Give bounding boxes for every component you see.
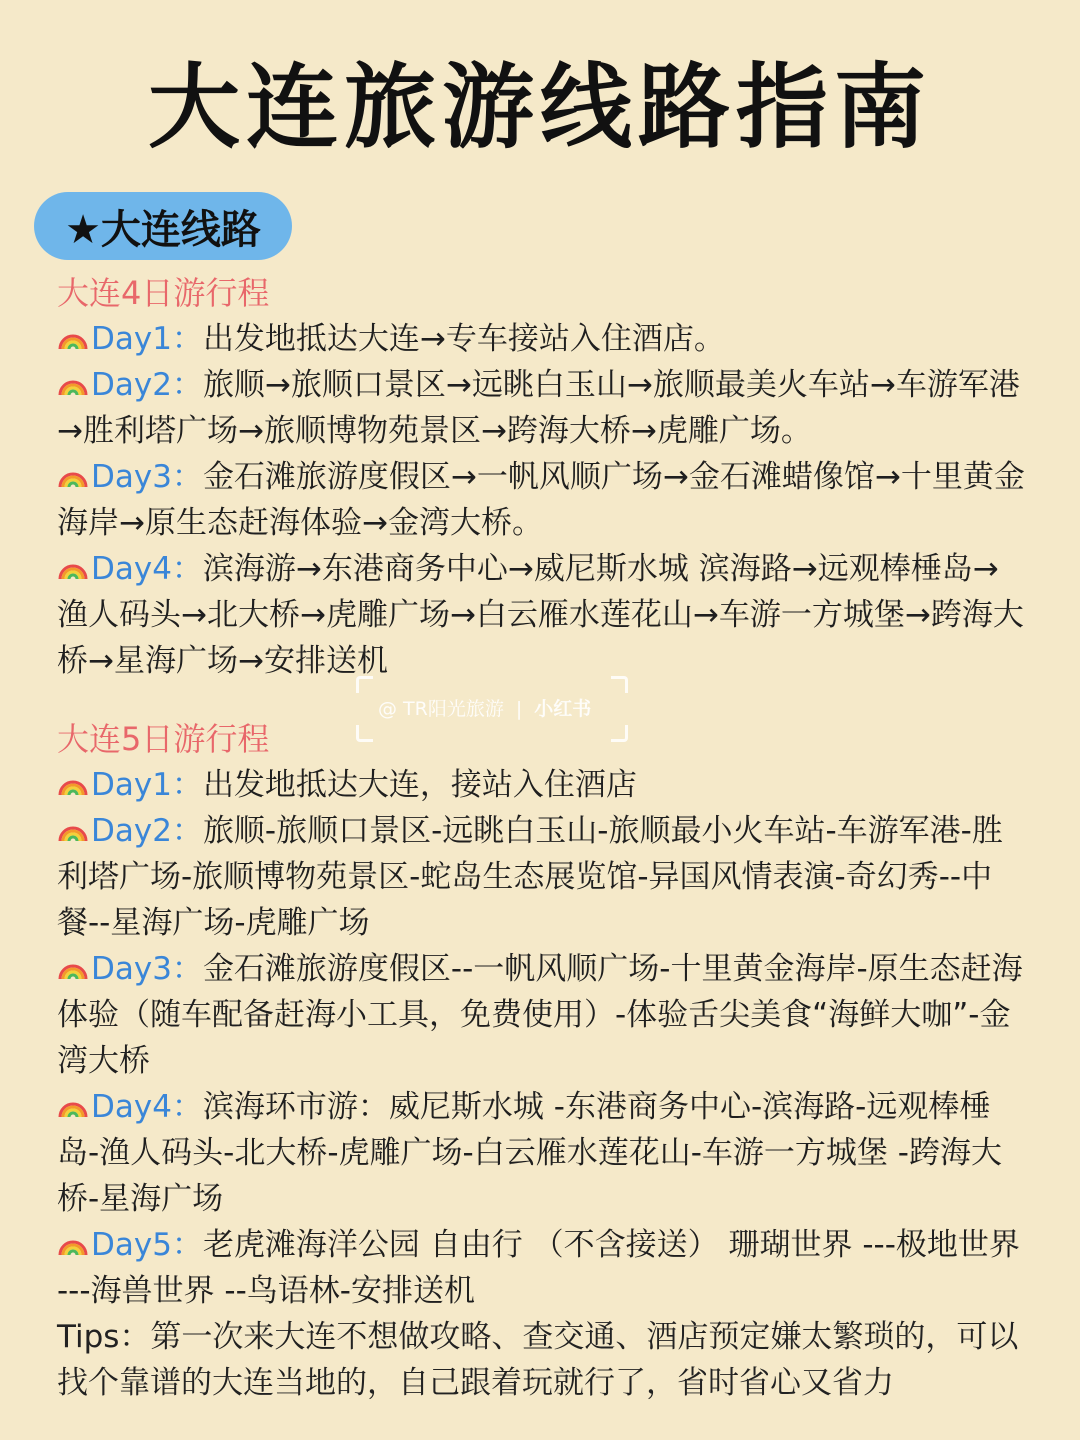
rainbow-icon xyxy=(57,553,89,581)
rainbow-icon xyxy=(57,461,89,489)
day-label: Day1： xyxy=(91,767,203,803)
rainbow-icon xyxy=(57,769,89,797)
section-spacer xyxy=(57,684,1027,716)
itinerary-content xyxy=(57,270,1027,1406)
watermark-handle: @ TR阳光旅游 xyxy=(378,698,504,720)
rainbow-icon xyxy=(57,953,89,981)
day-entry xyxy=(57,1222,1027,1314)
day-text: 滨海环市游：威尼斯水城 -东港商务中心-滨海路-远观棒棰岛-渔人码头-北大桥-虎雕广场-白云雁水莲花山-车游一方城堡 -跨海大桥-星海广场 xyxy=(57,1089,1002,1217)
day-entry xyxy=(57,946,1027,1084)
day-entry xyxy=(57,362,1027,454)
day-entry xyxy=(57,1084,1027,1222)
day-text: 旅顺→旅顺口景区→远眺白玉山→旅顺最美火车站→车游军港→胜利塔广场→旅顺博物苑景区→跨海大桥→虎雕广场。 xyxy=(57,367,1020,449)
page-title: 大连旅游线路指南 xyxy=(147,54,932,161)
day-label: Day3： xyxy=(91,459,203,495)
rainbow-icon xyxy=(57,815,89,843)
rainbow-icon xyxy=(57,323,89,351)
rainbow-icon xyxy=(57,369,89,397)
tips-text: Tips：第一次来大连不想做攻略、查交通、酒店预定嫌太繁琐的，可以找个靠谱的大连当地的，自己跟着玩就行了，省时省心又省力 xyxy=(57,1319,1019,1401)
day-text: 出发地抵达大连，接站入住酒店 xyxy=(202,767,637,803)
day-label: Day2： xyxy=(91,367,203,403)
day-entry xyxy=(57,316,1027,362)
day-entry xyxy=(57,546,1027,684)
day-text: 出发地抵达大连→专车接站入住酒店。 xyxy=(202,321,725,357)
day-text: 滨海游→东港商务中心→威尼斯水城 滨海路→远观棒棰岛→渔人码头→北大桥→虎雕广场→白云雁水莲花山→车游一方城堡→跨海大桥→星海广场→安排送机 xyxy=(57,551,1024,679)
day-label: Day4： xyxy=(91,551,203,587)
day-label: Day5： xyxy=(91,1227,203,1263)
day-label: Day2： xyxy=(91,813,203,849)
day-label: Day3： xyxy=(91,951,203,987)
day-text: 金石滩旅游度假区--一帆风顺广场-十里黄金海岸-原生态赶海体验（随车配备赶海小工具，免费使用）-体验舌尖美食“海鲜大咖”-金湾大桥 xyxy=(57,951,1023,1079)
itinerary-5day-title: 大连5日游行程 xyxy=(57,720,270,758)
watermark-separator: | xyxy=(515,698,523,720)
day-text: 旅顺-旅顺口景区-远眺白玉山-旅顺最小火车站-车游军港-胜利塔广场-旅顺博物苑景区-蛇岛生态展览馆-异国风情表演-奇幻秀--中餐--星海广场-虎雕广场 xyxy=(57,813,1003,941)
day-entry xyxy=(57,762,1027,808)
section-label-pill: ★大连线路 xyxy=(34,192,292,260)
day-text: 金石滩旅游度假区→一帆风顺广场→金石滩蜡像馆→十里黄金海岸→原生态赶海体验→金湾大桥。 xyxy=(57,459,1025,541)
day-label: Day1： xyxy=(91,321,203,357)
rainbow-icon xyxy=(57,1229,89,1257)
day-entry xyxy=(57,808,1027,946)
rainbow-icon xyxy=(57,1091,89,1119)
itinerary-4day-title: 大连4日游行程 xyxy=(57,274,270,312)
itinerary-5day-list xyxy=(57,762,1027,1314)
watermark-brand: 小红书 xyxy=(534,698,592,720)
day-entry xyxy=(57,454,1027,546)
day-label: Day4： xyxy=(91,1089,203,1125)
day-text: 老虎滩海洋公园 自由行 （不含接送） 珊瑚世界 ---极地世界 ---海兽世界 --鸟语林-安排送机 xyxy=(57,1227,1020,1309)
itinerary-4day-list xyxy=(57,316,1027,684)
